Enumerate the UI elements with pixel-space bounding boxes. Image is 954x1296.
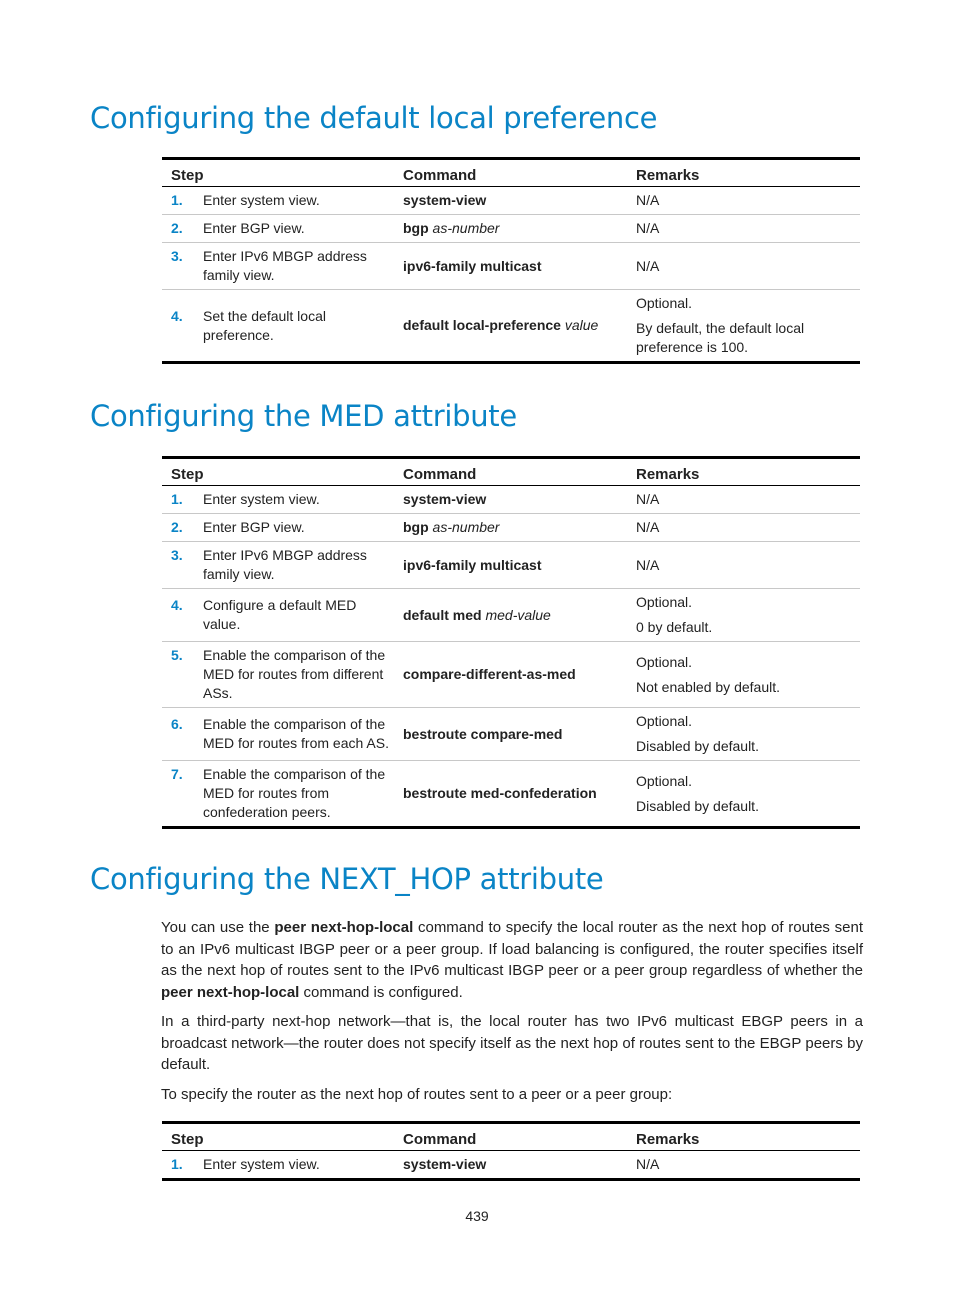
command-keyword: bestroute med-confederation [403,785,597,801]
step-number: 2. [171,220,183,236]
inline-command: peer next-hop-local [161,983,300,1001]
table-row [162,215,860,243]
paragraph [161,1011,863,1076]
remark-line: N/A [636,257,660,274]
step-number: 3. [171,248,183,264]
page-number: 439 [465,1208,489,1224]
step-number: 3. [171,547,183,563]
command-keyword: compare-different-as-med [403,666,576,682]
command-cell [394,761,627,828]
table-row [162,514,860,542]
command-keyword: ipv6-family multicast [403,257,542,274]
text-run: command to specify the local router as the next hop of routes sent to an IPv6 multicast IBGP peer or a peer group. If load balancing is configured, the router specifies itself as the next hop of routes sent to the IPv6 multicast IBGP peer or a peer group regardless of whether the [161,919,863,979]
remark-line: Not enabled by default. [636,678,780,695]
column-header: Remarks [627,159,860,187]
command-keyword: ipv6-family multicast [403,556,542,573]
text-run: In a third-party next-hop network—that is, the local router has two IPv6 multicast EBGP peers in a broadcast network—the router does not specify itself as the next hop of routes sent to the EBGP peers by default. [161,1013,863,1073]
table-row [162,243,860,290]
paragraph [161,1084,863,1106]
step-description: Configure a default MED value. [203,597,357,632]
step-number: 2. [171,519,183,535]
section-title: Configuring the MED attribute [90,399,517,433]
step-cell [162,542,394,589]
step-cell [162,290,394,363]
step-cell [162,1151,394,1180]
remark-line: Disabled by default. [636,738,759,754]
command-keyword: bgp [403,220,429,236]
steps-table [162,157,860,364]
column-header: Command [394,458,627,486]
table-row [162,1151,860,1180]
remark-line: Optional. [636,295,693,311]
text-run: command is configured. [299,983,463,1001]
step-number: 1. [171,1156,183,1172]
section-title: Configuring the default local preference [90,101,658,135]
step-description: Set the default local preference. [203,307,326,343]
remarks-cell [627,290,860,363]
command-argument: value [564,317,599,333]
remarks-cell [627,589,860,642]
column-header: Step [162,1123,394,1151]
remark-line: By default, the default local preference is 100. [636,320,805,355]
step-cell [162,486,394,514]
step-description: Enter BGP view. [203,220,305,236]
command-keyword: default local-preference [403,317,561,333]
table-row [162,187,860,215]
step-cell [162,708,394,761]
step-description: Enter system view. [203,192,320,208]
step-description: Enable the comparison of the MED for routes from confederation peers. [203,766,386,820]
table-header-row [162,159,860,187]
command-argument: as-number [432,220,500,236]
step-description: Enter IPv6 MBGP address family view. [203,547,367,582]
command-cell [394,1151,627,1180]
remark-line: N/A [636,220,660,236]
remarks-cell [627,486,860,514]
step-number: 4. [171,597,183,613]
remark-line: Optional. [636,772,693,789]
table-header-row [162,1123,860,1151]
remark-line: N/A [636,1156,660,1172]
step-cell [162,514,394,542]
command-keyword: system-view [403,192,487,208]
remark-line: N/A [636,556,660,573]
command-argument: med-value [485,606,551,623]
step-cell [162,642,394,708]
table-row [162,589,860,642]
table-header-row [162,458,860,486]
command-cell [394,542,627,589]
remark-line: 0 by default. [636,619,713,635]
step-cell [162,243,394,290]
command-argument: as-number [432,519,500,535]
remarks-cell [627,514,860,542]
remark-line: Optional. [636,713,693,729]
step-number: 1. [171,192,183,208]
step-description: Enter system view. [203,491,320,507]
command-cell [394,243,627,290]
step-description: Enter IPv6 MBGP address family view. [203,248,367,283]
step-description: Enable the comparison of the MED for routes from different ASs. [203,647,386,701]
remarks-cell [627,542,860,589]
column-header: Step [162,159,394,187]
table-row [162,708,860,761]
step-description: Enter system view. [203,1156,320,1172]
remarks-cell [627,187,860,215]
remark-line: N/A [636,519,660,535]
remark-line: Optional. [636,653,693,670]
command-cell [394,514,627,542]
table-row [162,761,860,828]
step-number: 1. [171,491,183,507]
command-keyword: system-view [403,491,487,507]
step-cell [162,187,394,215]
column-header: Command [394,1123,627,1151]
remark-line: Optional. [636,594,693,610]
section-title: Configuring the NEXT_HOP attribute [90,862,604,896]
steps-table [162,1121,860,1181]
remark-line: N/A [636,491,660,507]
step-number: 7. [171,766,183,782]
table-row [162,486,860,514]
command-keyword: bestroute compare-med [403,725,563,742]
step-number: 6. [171,716,183,732]
text-run: You can use the [161,919,275,936]
command-cell [394,187,627,215]
command-cell [394,486,627,514]
remarks-cell [627,215,860,243]
remark-line: N/A [636,192,660,208]
step-cell [162,761,394,828]
column-header: Step [162,458,394,486]
table-row [162,642,860,708]
column-header: Command [394,159,627,187]
remarks-cell [627,708,860,761]
column-header: Remarks [627,1123,860,1151]
remarks-cell [627,1151,860,1180]
table-row [162,542,860,589]
command-keyword: bgp [403,519,429,535]
step-number: 5. [171,647,183,663]
remarks-cell [627,642,860,708]
command-cell [394,589,627,642]
command-keyword: default med [403,606,482,623]
command-cell [394,642,627,708]
paragraph [161,917,863,1003]
step-cell [162,589,394,642]
step-description: Enable the comparison of the MED for routes from each AS. [203,716,389,751]
command-cell [394,290,627,363]
remarks-cell [627,761,860,828]
remarks-cell [627,243,860,290]
inline-command: peer next-hop-local [274,919,414,936]
text-run: To specify the router as the next hop of routes sent to a peer or a peer group: [161,1086,673,1103]
step-cell [162,215,394,243]
command-cell [394,215,627,243]
command-cell [394,708,627,761]
table-row [162,290,860,363]
steps-table [162,456,860,829]
step-number: 4. [171,307,183,324]
command-keyword: system-view [403,1156,487,1172]
column-header: Remarks [627,458,860,486]
step-description: Enter BGP view. [203,519,305,535]
remark-line: Disabled by default. [636,797,759,814]
